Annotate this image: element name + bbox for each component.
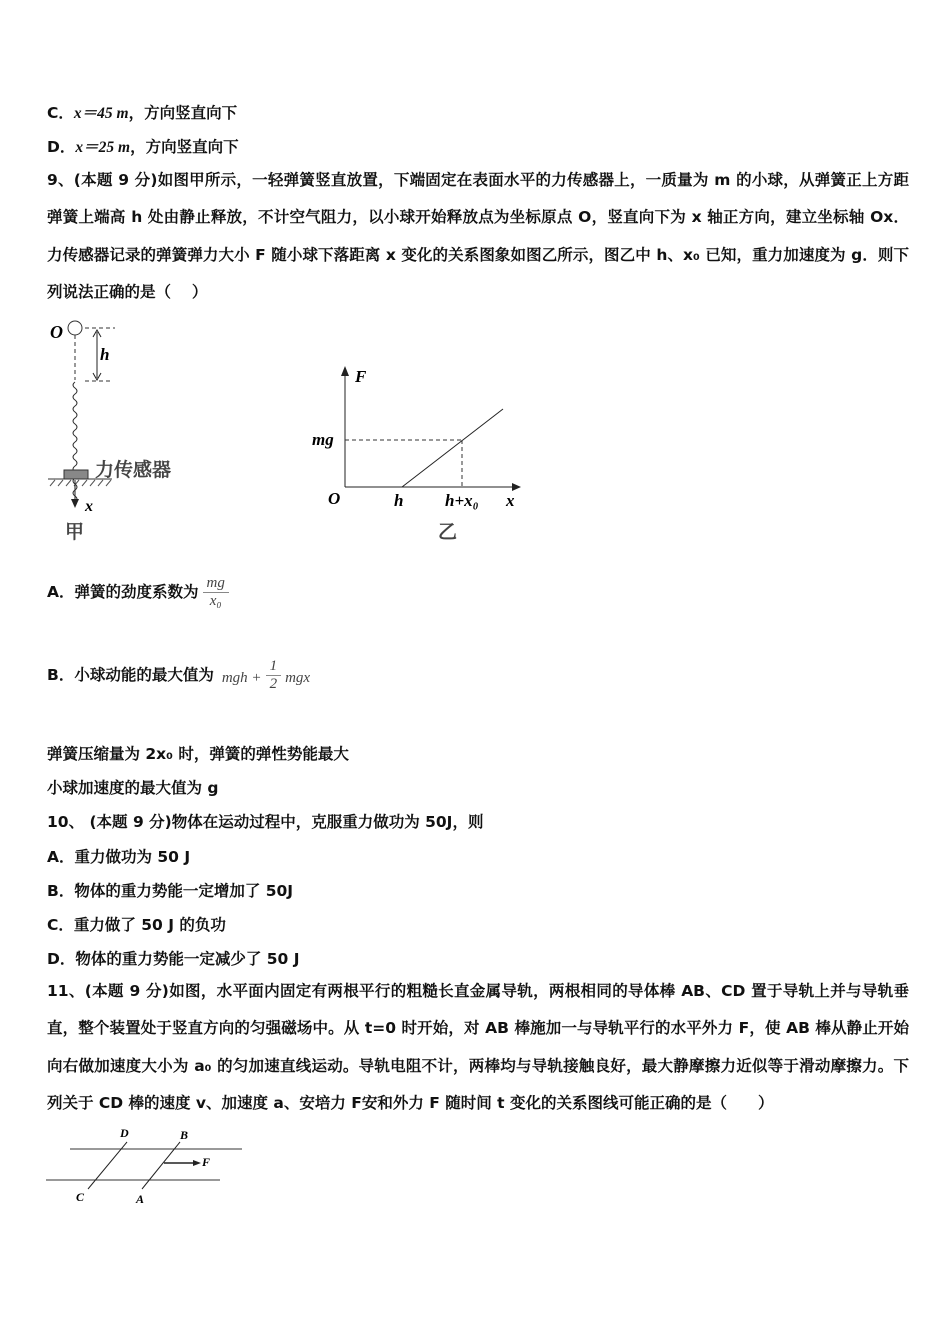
option-label: D． <box>47 138 76 156</box>
label-f: F <box>202 1155 211 1169</box>
q10-option-c: C．重力做了 50 J 的负功 <box>47 916 226 934</box>
option-math: x＝25 m <box>75 139 131 156</box>
fraction-denominator: x₀ <box>209 593 222 609</box>
q8-option-c <box>47 101 237 123</box>
math-suffix: mgx <box>285 670 311 686</box>
figure-yi-graph <box>312 366 521 543</box>
y-axis-label: F <box>355 367 367 386</box>
q11-rail-figure <box>40 1120 260 1210</box>
mg-label: mg <box>312 430 334 449</box>
q9-option-d: 小球加速度的最大值为 g <box>47 779 219 797</box>
math-prefix: mgh + <box>221 670 262 686</box>
q9-option-c: 弹簧压缩量为 2x₀ 时，弹簧的弹性势能最大 <box>47 745 349 763</box>
q9-stem: 9、(本题 9 分)如图甲所示，一轻弹簧竖直放置，下端固定在表面水平的力传感器上，一质量为 m 的小球，从弹簧正上方距弹簧上端高 h 处由静止释放，不计空气阻力，以小球开始释放点为坐标原点 O，竖直向下为 x 轴正方向，建立坐标轴 Ox．力传感器记录的弹簧弹力大小 F 随小球下落距离 x 变化的关系图象如图乙所示，图乙中 h、x₀ 已知，重力加速度为 g．则下列说法正确的是（ ） <box>47 171 909 301</box>
option-text: ，方向竖直向下 <box>128 104 238 122</box>
force-sensor <box>64 470 88 479</box>
origin-label: O <box>50 322 63 342</box>
figure-jia <box>48 321 171 543</box>
q10-option-b: B．物体的重力势能一定增加了 50J <box>47 882 294 900</box>
q8-option-d <box>47 135 239 157</box>
label-d: D <box>120 1126 129 1140</box>
ball <box>68 321 82 335</box>
option-label: A． <box>47 583 75 601</box>
option-math: x＝45 m <box>73 105 129 122</box>
caption-yi: 乙 <box>438 521 458 543</box>
x-axis-label: x <box>506 491 515 510</box>
q9-option-b <box>47 658 314 693</box>
q10-stem: 10、 (本题 9 分)物体在运动过程中，克服重力做功为 50J，则 <box>47 813 484 831</box>
fraction-numerator: mg <box>203 575 229 593</box>
option-text: 弹簧的劲度系数为 <box>74 583 199 601</box>
q11-stem: 11、(本题 9 分)如图，水平面内固定有两根平行的粗糙长直金属导轨，两根相同的导体棒 AB、CD 置于导轨上并与导轨垂直，整个装置处于竖直方向的匀强磁场中。从 t=0 时开始，对 AB 棒施加一与导轨平行的水平外力 F，使 AB 棒从静止开始向右做加速度大小为 a₀ 的匀加速直线运动。导轨电阻不计，两棒均与导轨接触良好，最大静摩擦力近似等于滑动摩擦力。下列关于 CD 棒的速度 v、加速度 a、安培力 F安和外力 F 随时间 t 变化的关系图线可能正确的是（ ） <box>47 982 909 1112</box>
option-label: B． <box>47 666 75 684</box>
q9-figure <box>40 310 530 550</box>
option-label: C． <box>47 104 74 122</box>
sensor-label: 力传感器 <box>95 459 172 481</box>
option-text: ，方向竖直向下 <box>130 138 239 156</box>
force-line <box>402 409 503 487</box>
q10-option-d: D．物体的重力势能一定减少了 50 J <box>47 950 300 968</box>
h-label: h <box>394 491 404 510</box>
label-c: C <box>76 1190 85 1204</box>
caption-jia: 甲 <box>65 521 85 543</box>
h-plus-x0-label: h+x₀ <box>445 491 479 510</box>
option-text: 小球动能的最大值为 <box>74 666 214 684</box>
q10-option-a: A．重力做功为 50 J <box>47 848 191 866</box>
height-label: h <box>100 345 110 364</box>
label-a: A <box>136 1192 145 1206</box>
fraction-numerator: 1 <box>266 658 282 676</box>
origin-label: O <box>328 489 341 508</box>
label-b: B <box>180 1128 189 1142</box>
x-axis-label: x <box>85 498 93 515</box>
q9-option-a <box>47 575 229 610</box>
fraction-denominator: 2 <box>269 676 278 692</box>
